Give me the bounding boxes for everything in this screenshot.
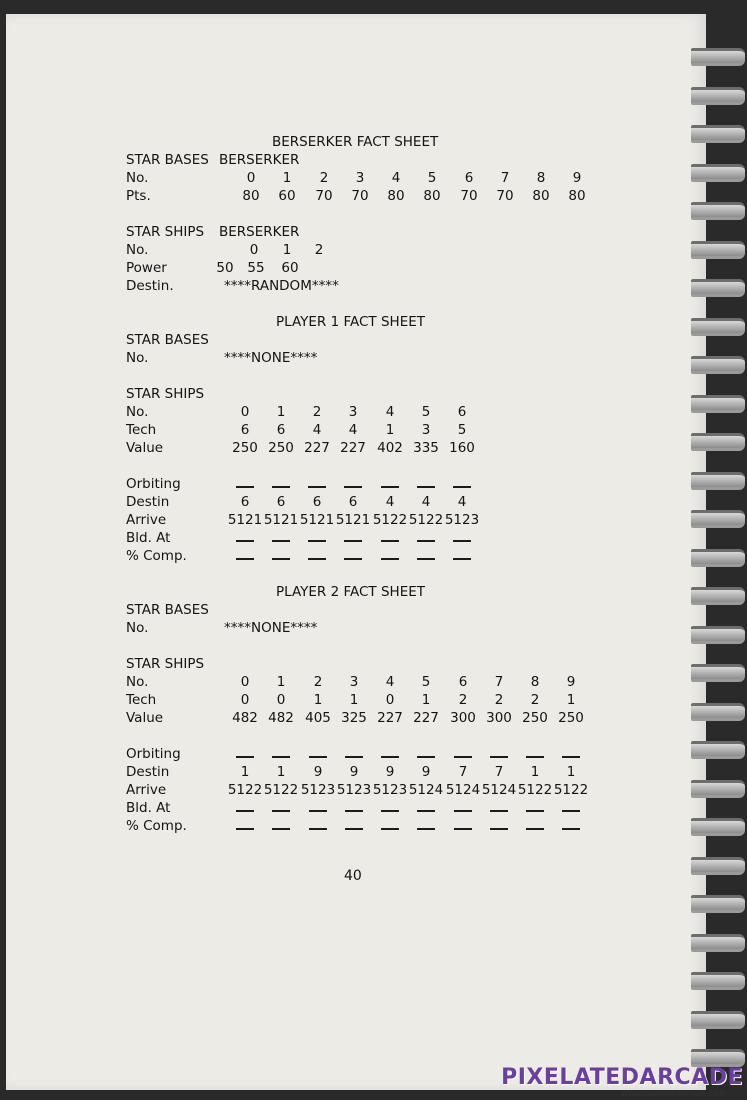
player2-tech-cell: 0	[240, 692, 250, 708]
player1-arrive-cell: 5123	[444, 512, 480, 528]
player1-comp-dash	[344, 558, 362, 560]
player2-title: PLAYER 2 FACT SHEET	[276, 584, 426, 600]
player1-value-cell: 250	[232, 440, 258, 456]
player2-tech-cell: 1	[421, 692, 431, 708]
player2-orbiting-dash	[417, 756, 435, 758]
player1-destin-label: Destin	[126, 494, 170, 510]
player2-destin-cell: 7	[458, 764, 468, 780]
player1-value-cell: 227	[340, 440, 366, 456]
spiral-coil	[691, 780, 745, 798]
player1-orbiting-dash	[453, 486, 471, 488]
player2-value-cell: 250	[522, 710, 548, 726]
player1-arrive-cell: 5121	[263, 512, 299, 528]
player1-no-cell: 6	[457, 404, 467, 420]
player1-tech-cell: 4	[312, 422, 322, 438]
player2-tech-cell: 0	[385, 692, 395, 708]
player2-bld-dash	[236, 810, 254, 812]
player2-destin-cell: 9	[385, 764, 395, 780]
player2-bld-label: Bld. At	[126, 800, 171, 816]
player2-tech-cell: 2	[494, 692, 504, 708]
player1-arrive-label: Arrive	[126, 512, 167, 528]
player2-comp-dash	[236, 828, 254, 830]
berserker-bases-owner: BERSERKER	[219, 152, 300, 168]
player1-bld-dash	[236, 540, 254, 542]
player1-comp-label: % Comp.	[126, 548, 187, 564]
berserker-ships-no-label: No.	[126, 242, 149, 258]
player2-arrive-cell: 5122	[227, 782, 263, 798]
player1-destin-cell: 6	[240, 494, 250, 510]
berserker-bases-no-cell: 8	[536, 170, 546, 186]
berserker-bases-pts-cell: 60	[278, 188, 296, 204]
player2-arrive-cell: 5122	[517, 782, 553, 798]
player1-bld-dash	[272, 540, 290, 542]
player1-bases-value: ****NONE****	[224, 350, 318, 366]
player2-destin-cell: 1	[566, 764, 576, 780]
spiral-coil	[691, 472, 745, 490]
berserker-bases-no-cell: 5	[427, 170, 437, 186]
player2-orbiting-dash	[309, 756, 327, 758]
player2-orbiting-dash	[381, 756, 399, 758]
player1-arrive-cell: 5122	[408, 512, 444, 528]
player2-no-cell: 8	[530, 674, 540, 690]
player1-tech-label: Tech	[126, 422, 157, 438]
berserker-bases-pts-cell: 80	[423, 188, 441, 204]
player1-arrive-cell: 5122	[372, 512, 408, 528]
player2-no-cell: 4	[385, 674, 395, 690]
player2-no-cell: 1	[276, 674, 286, 690]
berserker-destin-label: Destin.	[126, 278, 174, 294]
player2-tech-cell: 2	[530, 692, 540, 708]
player2-destin-cell: 1	[276, 764, 286, 780]
player1-tech-cell: 1	[385, 422, 395, 438]
player2-orbiting-dash	[345, 756, 363, 758]
player1-tech-cell: 6	[240, 422, 250, 438]
player1-orbiting-label: Orbiting	[126, 476, 181, 492]
berserker-power-label: Power	[126, 260, 167, 276]
player2-tech-label: Tech	[126, 692, 157, 708]
player1-title: PLAYER 1 FACT SHEET	[276, 314, 426, 330]
player1-value-cell: 335	[413, 440, 439, 456]
player2-no-cell: 2	[313, 674, 323, 690]
player2-value-cell: 405	[305, 710, 331, 726]
berserker-bases-no-cell: 3	[355, 170, 365, 186]
player2-comp-dash	[454, 828, 472, 830]
watermark-url: www.pixelatedarcade.com	[621, 1089, 727, 1098]
player1-orbiting-dash	[344, 486, 362, 488]
spiral-coil	[691, 356, 745, 374]
player1-destin-cell: 4	[421, 494, 431, 510]
player2-bld-dash	[381, 810, 399, 812]
berserker-bases-pts-cell: 70	[315, 188, 333, 204]
player2-orbiting-dash	[272, 756, 290, 758]
berserker-bases-pts-cell: 70	[496, 188, 514, 204]
player1-orbiting-dash	[417, 486, 435, 488]
player1-comp-dash	[417, 558, 435, 560]
berserker-bases-no-cell: 2	[319, 170, 329, 186]
player2-no-cell: 3	[349, 674, 359, 690]
spiral-coil	[691, 510, 745, 528]
player2-arrive-cell: 5124	[445, 782, 481, 798]
player1-tech-cell: 4	[348, 422, 358, 438]
berserker-no-label: No.	[126, 170, 149, 186]
berserker-ships-label: STAR SHIPS	[126, 224, 205, 240]
spiral-coil	[691, 1011, 745, 1029]
player2-comp-dash	[490, 828, 508, 830]
player2-comp-dash	[526, 828, 544, 830]
player1-no-cell: 3	[348, 404, 358, 420]
player2-comp-dash	[417, 828, 435, 830]
player2-no-cell: 0	[240, 674, 250, 690]
player2-bld-dash	[272, 810, 290, 812]
spiral-coil	[691, 857, 745, 875]
watermark-brand: PIXELATEDARCADE	[501, 1065, 743, 1090]
player1-comp-dash	[272, 558, 290, 560]
berserker-ships-no-cell: 2	[314, 242, 324, 258]
spiral-coil	[691, 48, 745, 66]
player1-no-cell: 1	[276, 404, 286, 420]
spiral-coil	[691, 279, 745, 297]
spiral-coil	[691, 318, 745, 336]
player1-destin-cell: 6	[348, 494, 358, 510]
spiral-coil	[691, 818, 745, 836]
player1-comp-dash	[236, 558, 254, 560]
spiral-coil	[691, 587, 745, 605]
player1-no-cell: 2	[312, 404, 322, 420]
player2-orbiting-label: Orbiting	[126, 746, 181, 762]
berserker-ships-power-cell: 55	[247, 260, 265, 276]
berserker-bases-pts-cell: 80	[568, 188, 586, 204]
player1-destin-cell: 6	[276, 494, 286, 510]
player2-bld-dash	[309, 810, 327, 812]
player1-orbiting-dash	[236, 486, 254, 488]
player2-bases-label: STAR BASES	[126, 602, 209, 618]
berserker-bases-no-cell: 0	[246, 170, 256, 186]
player2-orbiting-dash	[454, 756, 472, 758]
spiral-coil	[691, 934, 745, 952]
spiral-coil	[691, 626, 745, 644]
player1-no-label: No.	[126, 404, 149, 420]
berserker-ships-no-cell: 1	[282, 242, 292, 258]
player2-comp-label: % Comp.	[126, 818, 187, 834]
player2-destin-cell: 9	[313, 764, 323, 780]
player1-destin-cell: 4	[385, 494, 395, 510]
player2-destin-cell: 9	[421, 764, 431, 780]
player1-value-label: Value	[126, 440, 164, 456]
spiral-coil	[691, 395, 745, 413]
player1-arrive-cell: 5121	[227, 512, 263, 528]
player2-value-cell: 227	[413, 710, 439, 726]
player2-arrive-cell: 5123	[372, 782, 408, 798]
spiral-coil	[691, 164, 745, 182]
player2-destin-cell: 7	[494, 764, 504, 780]
player2-orbiting-dash	[236, 756, 254, 758]
player1-ships-label: STAR SHIPS	[126, 386, 205, 402]
player1-comp-dash	[308, 558, 326, 560]
spiral-coil	[691, 433, 745, 451]
player1-bld-dash	[381, 540, 399, 542]
player2-tech-cell: 1	[313, 692, 323, 708]
player2-orbiting-dash	[526, 756, 544, 758]
player2-value-cell: 300	[450, 710, 476, 726]
player2-destin-cell: 1	[530, 764, 540, 780]
player1-destin-cell: 4	[457, 494, 467, 510]
spiral-coil	[691, 87, 745, 105]
player2-value-label: Value	[126, 710, 164, 726]
spiral-binding	[689, 14, 747, 1090]
spiral-coil	[691, 703, 745, 721]
player2-arrive-cell: 5123	[336, 782, 372, 798]
player2-value-cell: 227	[377, 710, 403, 726]
player2-bases-no-label: No.	[126, 620, 149, 636]
player2-no-label: No.	[126, 674, 149, 690]
player1-comp-dash	[453, 558, 471, 560]
player2-arrive-cell: 5122	[263, 782, 299, 798]
berserker-bases-no-cell: 6	[464, 170, 474, 186]
player1-no-cell: 0	[240, 404, 250, 420]
berserker-pts-label: Pts.	[126, 188, 151, 204]
player1-bld-dash	[453, 540, 471, 542]
player1-value-cell: 160	[449, 440, 475, 456]
berserker-ships-power-cell: 50	[216, 260, 234, 276]
player2-value-cell: 325	[341, 710, 367, 726]
player2-no-cell: 9	[566, 674, 576, 690]
player1-bld-dash	[417, 540, 435, 542]
player2-bld-dash	[562, 810, 580, 812]
player2-no-cell: 7	[494, 674, 504, 690]
player2-comp-dash	[345, 828, 363, 830]
manual-page	[6, 14, 706, 1090]
berserker-bases-pts-cell: 70	[460, 188, 478, 204]
player2-tech-cell: 1	[349, 692, 359, 708]
player2-tech-cell: 0	[276, 692, 286, 708]
player2-destin-label: Destin	[126, 764, 170, 780]
player1-bld-dash	[344, 540, 362, 542]
player2-destin-cell: 9	[349, 764, 359, 780]
player2-bld-dash	[417, 810, 435, 812]
player1-bases-label: STAR BASES	[126, 332, 209, 348]
berserker-bases-label: STAR BASES	[126, 152, 209, 168]
player1-no-cell: 5	[421, 404, 431, 420]
player2-tech-cell: 1	[566, 692, 576, 708]
player2-tech-cell: 2	[458, 692, 468, 708]
berserker-ships-owner: BERSERKER	[219, 224, 300, 240]
player2-value-cell: 482	[268, 710, 294, 726]
spiral-coil	[691, 241, 745, 259]
player1-orbiting-dash	[272, 486, 290, 488]
player1-orbiting-dash	[308, 486, 326, 488]
player1-bld-label: Bld. At	[126, 530, 171, 546]
player1-tech-cell: 3	[421, 422, 431, 438]
spiral-coil	[691, 664, 745, 682]
player1-value-cell: 227	[304, 440, 330, 456]
berserker-bases-pts-cell: 80	[532, 188, 550, 204]
player1-no-cell: 4	[385, 404, 395, 420]
berserker-bases-no-cell: 9	[572, 170, 582, 186]
player2-value-cell: 482	[232, 710, 258, 726]
player2-no-cell: 5	[421, 674, 431, 690]
player1-tech-cell: 6	[276, 422, 286, 438]
player2-arrive-cell: 5122	[553, 782, 589, 798]
player1-comp-dash	[381, 558, 399, 560]
player2-value-cell: 250	[558, 710, 584, 726]
player1-arrive-cell: 5121	[335, 512, 371, 528]
player1-destin-cell: 6	[312, 494, 322, 510]
player1-arrive-cell: 5121	[299, 512, 335, 528]
player1-value-cell: 250	[268, 440, 294, 456]
player2-arrive-label: Arrive	[126, 782, 167, 798]
player2-bld-dash	[490, 810, 508, 812]
player2-comp-dash	[381, 828, 399, 830]
player2-comp-dash	[309, 828, 327, 830]
player1-value-cell: 402	[377, 440, 403, 456]
berserker-bases-pts-cell: 80	[387, 188, 405, 204]
berserker-title: BERSERKER FACT SHEET	[272, 134, 439, 150]
player2-orbiting-dash	[490, 756, 508, 758]
spiral-coil	[691, 741, 745, 759]
berserker-bases-no-cell: 7	[500, 170, 510, 186]
player2-arrive-cell: 5124	[408, 782, 444, 798]
berserker-ships-no-cell: 0	[249, 242, 259, 258]
player2-arrive-cell: 5124	[481, 782, 517, 798]
spiral-coil	[691, 125, 745, 143]
berserker-bases-pts-cell: 80	[242, 188, 260, 204]
player2-comp-dash	[272, 828, 290, 830]
player2-arrive-cell: 5123	[300, 782, 336, 798]
berserker-bases-no-cell: 1	[282, 170, 292, 186]
player2-bld-dash	[454, 810, 472, 812]
player1-bld-dash	[308, 540, 326, 542]
player1-orbiting-dash	[381, 486, 399, 488]
spiral-coil	[691, 549, 745, 567]
player2-destin-cell: 1	[240, 764, 250, 780]
player2-bases-value: ****NONE****	[224, 620, 318, 636]
spiral-coil	[691, 895, 745, 913]
berserker-destin-value: ****RANDOM****	[224, 278, 339, 294]
player2-value-cell: 300	[486, 710, 512, 726]
player2-bld-dash	[345, 810, 363, 812]
player2-no-cell: 6	[458, 674, 468, 690]
player2-comp-dash	[562, 828, 580, 830]
berserker-ships-power-cell: 60	[281, 260, 299, 276]
player1-tech-cell: 5	[457, 422, 467, 438]
player2-ships-label: STAR SHIPS	[126, 656, 205, 672]
player2-bld-dash	[526, 810, 544, 812]
player1-bases-no-label: No.	[126, 350, 149, 366]
berserker-bases-no-cell: 4	[391, 170, 401, 186]
spiral-coil	[691, 972, 745, 990]
berserker-bases-pts-cell: 70	[351, 188, 369, 204]
page-number: 40	[344, 868, 362, 884]
spiral-coil	[691, 202, 745, 220]
player2-orbiting-dash	[562, 756, 580, 758]
